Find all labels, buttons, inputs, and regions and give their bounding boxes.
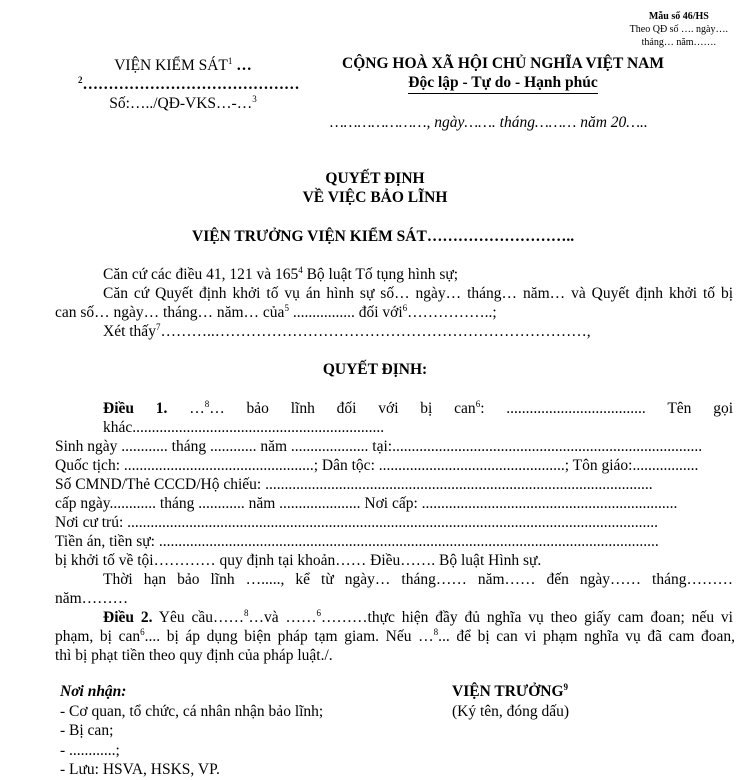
issuer-heading: VIỆN TRƯỞNG VIỆN KIỂM SÁT……………………….. <box>192 228 575 245</box>
article-1-residence: Nơi cư trú: ......................................................................................................................................... <box>55 514 659 531</box>
signer-title: VIỆN TRƯỞNG$^9$ <box>452 681 569 700</box>
article-2-line-3: thì bị phạt tiền theo quy định của pháp luật./. <box>55 647 333 664</box>
recipient-item: - Bị can; <box>60 722 114 739</box>
signature-note: (Ký tên, đóng dấu) <box>452 702 570 720</box>
article-1-record: Tiền án, tiền sự: ................................................................................................................................. <box>55 533 659 550</box>
nation-header <box>322 54 684 94</box>
form-number-block <box>630 10 728 49</box>
article-1-issue: cấp ngày............ tháng ............ năm ..................... Nơi cấp: .................................................................. <box>55 495 678 512</box>
recipients-block <box>60 682 323 780</box>
document-subtitle: VỀ VIỆC BẢO LĨNH <box>302 189 448 206</box>
form-ref-1: Theo QĐ số …. ngày…. <box>629 24 728 35</box>
document-title: QUYẾT ĐỊNH <box>325 170 425 187</box>
article-1-term-2: năm……… <box>55 590 129 607</box>
article-1-term: Thời hạn bảo lĩnh …....., kể từ ngày… tháng…… năm…… đến ngày…… tháng……… <box>103 571 733 588</box>
national-motto: Độc lập - Tự do - Hạnh phúc <box>408 73 597 94</box>
signature-block <box>452 682 569 721</box>
agency-name: VIỆN KIỂM SÁT$^1$ … <box>114 55 252 74</box>
agency-block <box>78 55 300 113</box>
recipient-item: - Cơ quan, tổ chức, cá nhân nhận bảo lĩnh; <box>60 702 324 720</box>
recipients-title: Nơi nhận: <box>60 683 127 700</box>
article-1-dob: Sinh ngày ............ tháng ............ năm .................... tại:................................................................................ <box>55 438 703 455</box>
nation-name: CỘNG HOÀ XÃ HỘI CHỦ NGHĨA VIỆT NAM <box>342 55 664 72</box>
article-2-line-1: Điều 2. Yêu cầu……$^8$…và ……$^6$………thực hiện đầy đủ nghĩa vụ theo giấy cam đoan; nếu vi <box>103 607 733 626</box>
document-number: Số:…../QĐ-VKS…-…$^3$ <box>109 93 257 112</box>
article-1-id: Số CMND/Thẻ CCCD/Hộ chiếu: .................................................................................................... <box>55 476 653 493</box>
form-code: Mẫu số 46/HS <box>648 11 709 22</box>
article-1-charged: bị khởi tố về tội………… quy định tại khoản…… Điều……. Bộ luật Hình sự. <box>55 552 542 569</box>
article-2-line-2: phạm, bị can$^6$.... bị áp dụng biện pháp tạm giam. Nếu …$^8$... để bị can vi phạm nghĩa vụ đã cam đoan, <box>55 626 735 645</box>
basis-line-2: Căn cứ Quyết định khởi tố vụ án hình sự số… ngày… tháng… năm… và Quyết định khởi tố bị <box>103 285 733 302</box>
article-1-line-1: Điều 1. …$^8$… bảo lĩnh đối với bị can$^6$: .................................... Tên gọi <box>103 398 734 417</box>
form-ref-2: tháng… năm……. <box>641 37 717 48</box>
basis-line-1: Căn cứ các điều 41, 121 và $165^4$ Bộ luật Tố tụng hình sự; <box>103 264 459 283</box>
date-line: …………………, ngày……. tháng……… năm 20….. <box>330 114 648 131</box>
basis-line-4: Xét thấy$^7$………..………………………………………………………………, <box>103 321 591 340</box>
basis-line-3: can số… ngày… tháng… năm… của$^5$ ................ đối với$^6$……………..; <box>55 302 497 321</box>
recipient-item: - Lưu: HSVA, HSKS, VP. <box>60 761 220 778</box>
article-1-nationality: Quốc tịch: .................................................; Dân tộc: ................................................; Tôn giáo:................. <box>55 457 699 474</box>
recipient-item: - ............; <box>60 741 120 759</box>
article-1-other-name: khác................................................................. <box>103 419 385 436</box>
decision-heading: QUYẾT ĐỊNH: <box>322 361 428 378</box>
agency-subline: $^2$…………………………………… <box>78 74 300 93</box>
